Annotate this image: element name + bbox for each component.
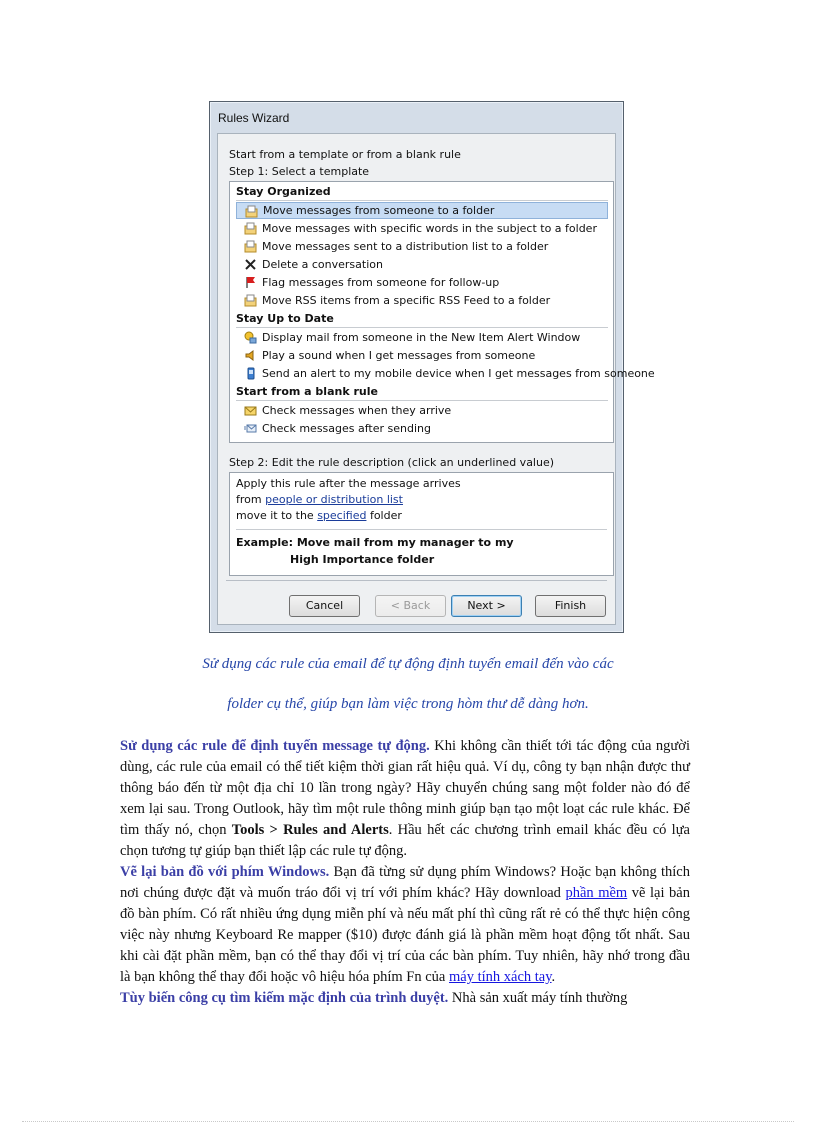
template-item-label: Check messages after sending bbox=[262, 422, 431, 435]
group-header-stay-up-to-date: Stay Up to Date bbox=[236, 311, 608, 328]
intro-label: Start from a template or from a blank rule bbox=[229, 148, 461, 161]
paragraph-search-engine: Tùy biến công cụ tìm kiếm mặc định của trình duyệt. Nhà sản xuất máy tính thường bbox=[120, 990, 628, 1006]
description-line-1: Apply this rule after the message arrives bbox=[236, 477, 461, 490]
people-or-distribution-list-link[interactable]: people or distribution list bbox=[265, 493, 403, 506]
template-item-label: Display mail from someone in the New Item Alert Window bbox=[262, 331, 581, 344]
figure-caption-line-2: folder cụ thể, giúp bạn làm việc trong hòm thư dễ dàng hơn. bbox=[227, 696, 589, 712]
template-item[interactable] bbox=[236, 202, 608, 219]
move-folder-icon bbox=[244, 240, 257, 253]
sound-icon bbox=[244, 349, 257, 362]
next-button[interactable]: Next > bbox=[451, 595, 522, 617]
button-divider bbox=[226, 580, 607, 581]
description-divider bbox=[236, 529, 607, 530]
template-item[interactable] bbox=[236, 220, 608, 237]
mobile-device-icon bbox=[244, 367, 257, 380]
envelope-icon bbox=[244, 404, 257, 417]
template-item-label: Play a sound when I get messages from someone bbox=[262, 349, 536, 362]
specified-folder-link[interactable]: specified bbox=[317, 509, 367, 522]
finish-button[interactable]: Finish bbox=[535, 595, 606, 617]
alert-window-icon bbox=[244, 331, 257, 344]
template-listbox[interactable] bbox=[229, 181, 655, 443]
red-flag-icon bbox=[244, 276, 257, 289]
template-item-label: Check messages when they arrive bbox=[262, 404, 452, 417]
template-item[interactable] bbox=[236, 292, 608, 309]
heading-windows-key: Vẽ lại bản đồ với phím Windows. bbox=[120, 864, 330, 880]
paragraph-rules: Sử dụng các rule để định tuyến message tự động. Khi không cần thiết tới tác động của người dùng, các rule của email có thể tiết kiệm thời gian rất hiệu quả. Ví dụ, công ty bạn nhận được thư thông báo đến từ một địa chỉ 10 lần trong ngày? Hãy chuyển chúng sang một folder nào đó để xem lại sau. Trong Outlook, hãy tìm một rule thông minh giúp bạn tạo một loạt các rule khác. Để tìm thấy nó, chọn Tools > Rules and Alerts. Hầu hết các chương trình email khác đều có lựa chọn tương tự giúp bạn thiết lập các rule tự động. bbox=[120, 738, 690, 859]
software-link[interactable]: phần mềm bbox=[565, 885, 628, 901]
group-header-stay-organized: Stay Organized bbox=[236, 184, 608, 201]
paragraph-windows-key: Vẽ lại bản đồ với phím Windows. Bạn đã từng sử dụng phím Windows? Hoặc bạn không thích nơi chúng được đặt và muốn tráo đổi vị trí với phím khác? Hãy download phần mềm vẽ lại bản đồ bàn phím. Có rất nhiều ứng dụng miễn phí và nếu mất phí thì cũng rất rẻ có thể thực hiện công việc này nhưng Keyboard Re mapper ($10) được đánh giá là phần mềm hoạt động tốt nhất. Sau khi cài đặt phần mềm, bạn có thể thay đổi vị trí của các bàn phím. Tuy nhiên, hãy nhớ trong đầu là bạn không thể thay đổi hoặc vô hiệu hóa phím Fn của máy tính xách tay. bbox=[120, 864, 690, 985]
figure-caption-line-1: Sử dụng các rule của email để tự động định tuyến email đến vào các bbox=[202, 656, 614, 672]
sent-mail-icon bbox=[244, 422, 257, 435]
template-item-label: Move RSS items from a specific RSS Feed to a folder bbox=[262, 294, 551, 307]
description-line-2: from people or distribution list bbox=[236, 493, 403, 506]
template-item-label: Send an alert to my mobile device when I get messages from someone bbox=[262, 367, 655, 380]
rules-wizard-dialog bbox=[209, 101, 655, 633]
template-item-label: Flag messages from someone for follow-up bbox=[262, 276, 500, 289]
step2-label: Step 2: Edit the rule description (click an underlined value) bbox=[229, 456, 555, 469]
template-item[interactable] bbox=[236, 256, 608, 273]
template-item-label: Move messages sent to a distribution list to a folder bbox=[262, 240, 549, 253]
dialog-client-area bbox=[217, 133, 655, 625]
template-item-label: Move messages with specific words in the subject to a folder bbox=[262, 222, 597, 235]
template-item[interactable] bbox=[236, 347, 608, 364]
template-item[interactable] bbox=[236, 365, 655, 382]
heading-rules: Sử dụng các rule để định tuyến message tự động. bbox=[120, 738, 430, 754]
example-line-1: Example: Move mail from my manager to my bbox=[236, 536, 514, 549]
page-footer-rule bbox=[22, 1121, 794, 1122]
move-folder-icon bbox=[244, 222, 257, 235]
cancel-button[interactable]: Cancel bbox=[289, 595, 360, 617]
rule-description-box bbox=[229, 472, 614, 576]
laptop-link[interactable]: máy tính xách tay bbox=[449, 969, 552, 985]
template-item[interactable] bbox=[236, 420, 608, 437]
article-body bbox=[120, 736, 690, 1009]
template-item[interactable] bbox=[236, 274, 608, 291]
delete-x-icon bbox=[244, 258, 257, 271]
heading-search-engine: Tùy biến công cụ tìm kiếm mặc định của trình duyệt. bbox=[120, 990, 449, 1006]
description-line-3: move it to the specified folder bbox=[236, 509, 402, 522]
template-item-label: Move messages from someone to a folder bbox=[263, 204, 495, 217]
template-item[interactable] bbox=[236, 238, 608, 255]
menu-path: Tools > Rules and Alerts bbox=[231, 822, 389, 838]
step1-label: Step 1: Select a template bbox=[229, 165, 370, 178]
group-header-blank-rule: Start from a blank rule bbox=[236, 384, 608, 401]
template-item[interactable] bbox=[236, 402, 608, 419]
example-line-2: High Importance folder bbox=[290, 553, 435, 566]
move-folder-icon bbox=[245, 205, 258, 218]
dialog-title: Rules Wizard bbox=[218, 111, 290, 125]
template-item[interactable] bbox=[236, 329, 608, 346]
template-item-label: Delete a conversation bbox=[262, 258, 383, 271]
move-folder-icon bbox=[244, 294, 257, 307]
back-button[interactable]: < Back bbox=[375, 595, 446, 617]
